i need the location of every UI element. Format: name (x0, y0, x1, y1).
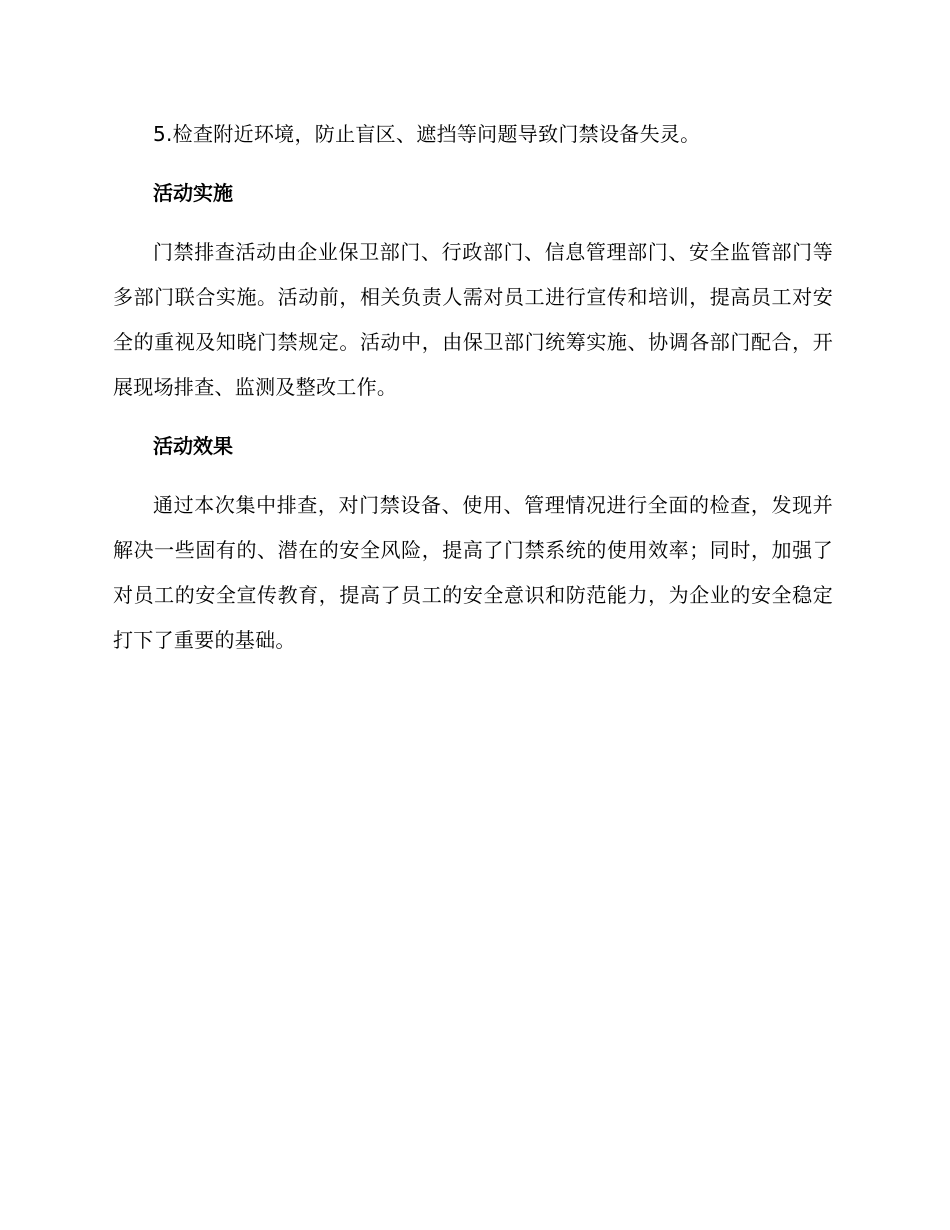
section-heading-implementation: 活动实施 (153, 181, 233, 205)
spacer (113, 410, 833, 424)
document-body (113, 112, 833, 663)
spacer (113, 216, 833, 230)
section-paragraph-effect: 通过本次集中排查，对门禁设备、使用、管理情况进行全面的检查，发现并解决一些固有的、潜在的安全风险，提高了门禁系统的使用效率；同时，加强了对员工的安全宣传教育，提高了员工的安全意识和防范能力，为企业的安全稳定打下了重要的基础。 (113, 493, 833, 652)
list-item-5: 5.检查附近环境，防止盲区、遮挡等问题导致门禁设备失灵。 (153, 122, 701, 146)
spacer (113, 157, 833, 171)
section-paragraph-implementation: 门禁排查活动由企业保卫部门、行政部门、信息管理部门、安全监管部门等多部门联合实施。活动前，相关负责人需对员工进行宣传和培训，提高员工对安全的重视及知晓门禁规定。活动中，由保卫部门统筹实施、协调各部门配合，开展现场排查、监测及整改工作。 (113, 240, 833, 399)
section-heading-effect: 活动效果 (153, 434, 233, 458)
spacer (113, 469, 833, 483)
